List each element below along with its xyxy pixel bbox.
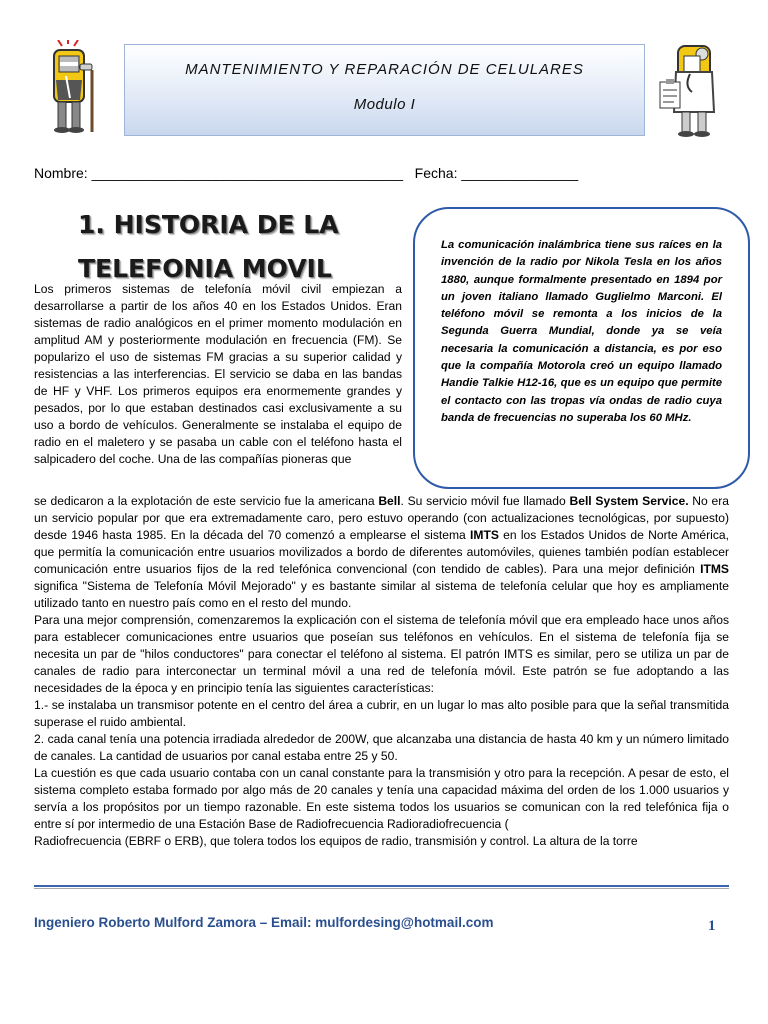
list-item-1: 1.- se instalaba un transmisor potente en el centro del área a cubrir, en un lugar lo mas alto posible para que la señal transmitida superase el ruido ambiental.	[34, 698, 729, 729]
name-date-line: Nombre: ________________________________________ Fecha: _______________	[34, 165, 579, 181]
paragraph-channels: La cuestión es que cada usuario contaba con un canal constante para la transmisión y otro para la recepción. A pesar de esto, el sistema completo estaba formado por algo más de 20 canales y tenía una capacidad máxima del orden de los 1.000 usuarios y servía a los propósitos por un tiempo razonable. En este sistema todos los usuarios se comunican con la red telefónica fija o entre sí por intermedio de una Estación Base de Radiofrecuencia Radioradiofrecuencia (	[34, 766, 729, 831]
text-run: en los Estados Unidos de Norte América, que permitía la comunicación entre usuarios movilizados a bordo de diferentes automóviles, quienes también podían establecer comunicación entre usuarios fijos de la red telefónica convencional (con tendido de cables). Para una mejor definición	[34, 528, 729, 576]
footer-rule-shadow	[34, 888, 729, 889]
intro-column	[34, 281, 402, 468]
intro-paragraph: Los primeros sistemas de telefonía móvil civil empiezan a desarrollarse a partir de los años 40 en los Estados Unidos. Eran sistemas de radio analógicos en el primer momento modulación en amplitud AM y posteriormente modulación en frecuencia (FM). Se popularizo el uso de sistemas FM gracias a su superior calidad y resistencias a las interferencias. El servicio se daba en las bandas de HF y VHF. Los primeros equipos era enormemente grandes y pesados, por lo que estaban destinados casi exclusivamente a su uso a bordo de vehículos. Generalmente se instalaba el equipo de radio en el maletero y se pasaba un cable con el teléfono hasta el salpicadero del coche. Una de las compañías pioneras que	[34, 282, 402, 466]
bold-term: Bell	[378, 494, 401, 508]
paragraph-bell	[34, 493, 729, 612]
page-number: 1	[708, 918, 716, 934]
module-label: Modulo I	[353, 96, 416, 113]
paragraph-radiofrecuencia: Radiofrecuencia (EBRF o ERB), que tolera todos los equipos de radio, transmisión y control. La altura de la torre	[34, 834, 638, 848]
course-title: MANTENIMIENTO Y REPARACIÓN DE CELULARES	[185, 61, 584, 78]
list-item-2: 2. cada canal tenía una potencia irradiada alrededor de 200W, que alcanzaba una distancia de hasta 40 km y un número limitado de canales. La cantidad de usuarios por canal estaba entre 25 y 50.	[34, 732, 729, 763]
course-header	[124, 44, 645, 136]
callout-text: La comunicación inalámbrica tiene sus raíces en la invención de la radio por Nikola Tesla en los años 1880, aunque formalmente presentado en 1894 por un joven italiano llamado Guglielmo Marconi. El teléfono móvil se remonta a los inicios de la Segunda Guerra Mundial, donde ya se veía necesaria la comunicación a distancia, es por eso que la compañía Motorola creó un equipo llamado Handie Talkie H12-16, que es un equipo que permite el contacto con las tropas vía ondas de radio cuya banda de frecuencias no superaba los 60 MHz.	[441, 239, 722, 424]
broken-phone-mascot-icon	[40, 40, 106, 136]
text-run: significa "Sistema de Telefonía Móvil Mejorado" y es bastante similar al sistema de telefonía celular que hoy es ampliamente utilizado tanto en nuestro país como en el resto del mundo.	[34, 579, 729, 610]
doctor-phone-mascot-icon	[654, 42, 730, 138]
footer-author: Ingeniero Roberto Mulford Zamora – Email: mulfordesing@hotmail.com	[34, 915, 494, 930]
text-run: . Su servicio móvil fue llamado	[400, 494, 570, 508]
bold-term: Bell System Service.	[569, 494, 689, 508]
footer-rule	[34, 885, 729, 887]
callout-box	[413, 207, 750, 489]
paragraph-imts: Para una mejor comprensión, comenzaremos la explicación con el sistema de telefonía móvil que era empleado hace unos años para establecer comunicaciones entre usuarios que poseían sus teléfonos en vehículos. En el sistema de telefonía fija se necesita un par de "hilos conductores" para conectar el teléfono al sistema. El patrón IMTS es similar, pero se utiliza un par de canales de radio para interconectar un terminal móvil a una red de telefonía móvil. Este patrón se fue adoptando a las necesidades de la época y en principio tenía las siguientes características:	[34, 613, 729, 695]
body-text	[34, 493, 729, 850]
section-title-line2: TELEFONIA MOVIL	[78, 254, 332, 283]
text-run: se dedicaron a la explotación de este servicio fue la americana	[34, 494, 379, 508]
bold-term: IMTS	[470, 528, 499, 542]
text-run: No era un servicio popular por que era extremadamente caro, pero estuvo operando (con actualizaciones tecnológicas, por supuesto) desde 1946 hasta 1985. En la década del 70 comenzó a emplearse el sistema	[34, 494, 729, 542]
section-title-line1: 1. HISTORIA DE LA	[78, 210, 339, 239]
bold-term: ITMS	[700, 562, 729, 576]
